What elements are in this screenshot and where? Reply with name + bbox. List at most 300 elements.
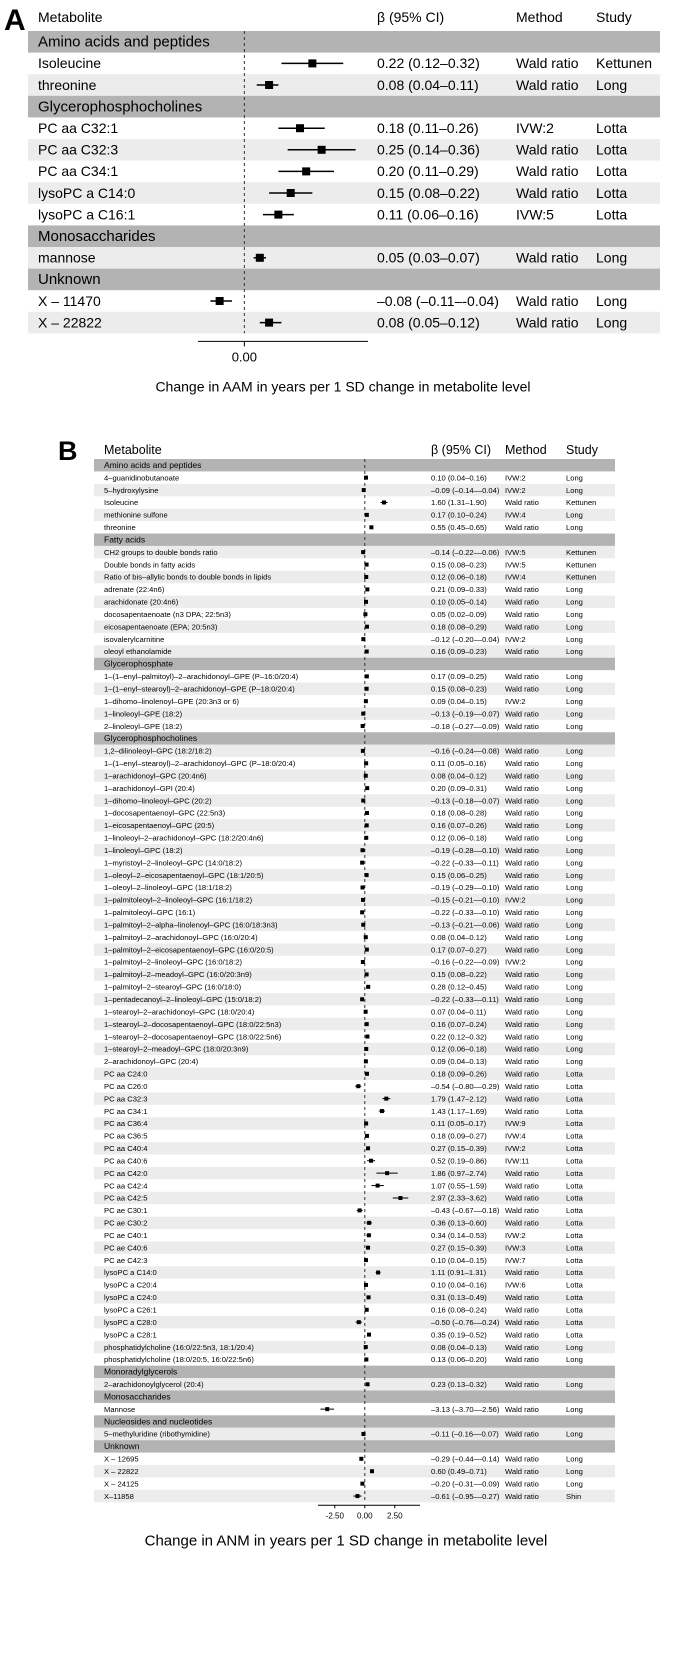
estimate-ci-label: 0.11 (0.06–0.16) <box>377 206 479 223</box>
point-estimate-marker <box>364 1121 368 1125</box>
estimate-ci-label: –0.08 (–0.11–-0.04) <box>377 292 499 309</box>
metabolite-label: PC aa C32:1 <box>38 119 119 136</box>
metabolite-label: PC aa C32:3 <box>104 1094 148 1104</box>
study-label: Long <box>596 76 628 93</box>
method-label: IVW:2 <box>505 473 526 483</box>
metabolite-label: 1–palmitoyl–2–stearoyl–GPC (16:0/18:0) <box>104 982 242 992</box>
method-label: Wald ratio <box>505 796 539 806</box>
method-label: Wald ratio <box>505 585 539 595</box>
method-label: Wald ratio <box>505 783 539 793</box>
study-label: Long <box>566 945 583 955</box>
method-label: Wald ratio <box>505 1007 539 1017</box>
estimate-ci-label: 1.79 (1.47–2.12) <box>431 1094 487 1104</box>
estimate-ci-label: 0.22 (0.12–0.32) <box>377 55 480 72</box>
study-label: Lotta <box>566 1094 583 1104</box>
metabolite-label: 1–palmitoyl–2–alpha–linolenoyl–GPC (16:0/18:3n3) <box>104 920 278 930</box>
method-label: Wald ratio <box>505 622 539 632</box>
method-label: IVW:11 <box>505 1156 530 1166</box>
metabolite-label: PC aa C34:1 <box>38 163 119 180</box>
point-estimate-marker <box>361 799 365 803</box>
metabolite-label: lysoPC a C26:1 <box>104 1305 157 1315</box>
estimate-ci-label: 0.27 (0.15–0.39) <box>431 1243 487 1253</box>
method-label: Wald ratio <box>505 970 539 980</box>
method-label: IVW:6 <box>505 1280 526 1290</box>
point-estimate-marker <box>384 1097 388 1101</box>
estimate-ci-label: 0.05 (0.02–0.09) <box>431 609 487 619</box>
metabolite-label: lysoPC a C24:0 <box>104 1293 157 1303</box>
point-estimate-marker <box>376 1271 380 1275</box>
metabolite-label: 1–pentadecanoyl–2–linoleoyl–GPC (15:0/18:2) <box>104 995 262 1005</box>
estimate-ci-label: –0.14 (–0.22––0.06) <box>431 547 500 557</box>
point-estimate-marker <box>325 1407 329 1411</box>
method-label: Wald ratio <box>505 1454 539 1464</box>
estimate-ci-label: 0.16 (0.07–0.24) <box>431 1019 487 1029</box>
metabolite-label: lysoPC a C28:0 <box>104 1317 157 1327</box>
study-label: Long <box>566 932 583 942</box>
header-metabolite: Metabolite <box>38 9 103 25</box>
point-estimate-marker <box>361 550 365 554</box>
estimate-ci-label: –0.19 (–0.28––0.10) <box>431 845 500 855</box>
x-axis-title: Change in ANM in years per 1 SD change in metabolite level <box>144 1532 548 1550</box>
estimate-ci-label: 0.11 (0.05–0.17) <box>431 1119 487 1129</box>
method-label: Wald ratio <box>505 647 539 657</box>
estimate-ci-label: 0.31 (0.13–0.49) <box>431 1293 487 1303</box>
metabolite-label: lysoPC a C16:1 <box>38 206 136 223</box>
point-estimate-marker <box>364 600 368 604</box>
point-estimate-marker <box>367 1233 371 1237</box>
study-label: Lotta <box>596 206 628 223</box>
point-estimate-marker <box>364 761 368 765</box>
method-label: Wald ratio <box>516 314 579 331</box>
point-estimate-marker <box>364 1010 368 1014</box>
method-label: Wald ratio <box>505 1032 539 1042</box>
point-estimate-marker <box>380 1109 384 1113</box>
metabolite-label: 1–linoleoyl–2–arachidonoyl–GPC (18:2/20:4n6) <box>104 833 264 843</box>
method-label: Wald ratio <box>505 1044 539 1054</box>
study-label: Long <box>566 634 583 644</box>
metabolite-label: 1–(1–enyl–stearoyl)–2–arachidonoyl–GPE (P–18:0/20:4) <box>104 684 295 694</box>
metabolite-label: CH2 groups to double bonds ratio <box>104 547 218 557</box>
study-label: Long <box>566 585 583 595</box>
estimate-ci-label: 0.18 (0.08–0.28) <box>431 808 487 818</box>
method-label: IVW:5 <box>505 547 526 557</box>
group-header-label: Glycerophosphate <box>104 658 173 669</box>
point-estimate-marker <box>361 885 365 889</box>
study-label: Lotta <box>596 184 628 201</box>
study-label: Long <box>566 1342 583 1352</box>
point-estimate-marker <box>367 1221 371 1225</box>
study-label: Long <box>566 1466 583 1476</box>
metabolite-label: lysoPC a C14:0 <box>38 184 136 201</box>
study-label: Long <box>566 485 583 495</box>
point-estimate-marker <box>265 81 273 89</box>
estimate-ci-label: –0.09 (–0.14––0.04) <box>431 485 500 495</box>
study-label: Lotta <box>566 1144 583 1154</box>
metabolite-label: X – 22822 <box>38 314 102 331</box>
metabolite-label: 1–stearoyl–2–arachidonoyl–GPC (18:0/20:4) <box>104 1007 255 1017</box>
estimate-ci-label: 0.27 (0.15–0.39) <box>431 1144 487 1154</box>
metabolite-label: 1–linoleoyl–GPC (18:2) <box>104 845 183 855</box>
point-estimate-marker <box>366 1382 370 1386</box>
estimate-ci-label: –0.50 (–0.76––0.24) <box>431 1317 500 1327</box>
point-estimate-marker <box>355 1494 359 1498</box>
study-label: Lotta <box>566 1305 583 1315</box>
metabolite-label: 1–palmitoyl–2–linoleoyl–GPC (16:0/18:2) <box>104 957 243 967</box>
estimate-ci-label: 0.10 (0.04–0.16) <box>431 1280 487 1290</box>
estimate-ci-label: 0.60 (0.49–0.71) <box>431 1466 487 1476</box>
point-estimate-marker <box>318 146 326 154</box>
estimate-ci-label: 0.16 (0.08–0.24) <box>431 1305 487 1315</box>
metabolite-label: 1–palmitoleoyl–GPC (16:1) <box>104 908 196 918</box>
point-estimate-marker <box>365 625 369 629</box>
point-estimate-marker <box>367 1295 371 1299</box>
point-estimate-marker <box>369 525 373 529</box>
estimate-ci-label: 0.08 (0.05–0.12) <box>377 314 480 331</box>
method-label: Wald ratio <box>505 721 539 731</box>
point-estimate-marker <box>367 1333 371 1337</box>
study-label: Long <box>566 771 583 781</box>
point-estimate-marker <box>365 513 369 517</box>
estimate-ci-label: 0.12 (0.06–0.18) <box>431 1044 487 1054</box>
study-label: Long <box>566 721 583 731</box>
metabolite-label: isovalerylcarnitine <box>104 634 165 644</box>
group-header-band <box>94 1391 615 1403</box>
method-label: Wald ratio <box>505 1305 539 1315</box>
study-label: Lotta <box>566 1280 583 1290</box>
metabolite-label: 1–eicosapentaenoyl–GPC (20:5) <box>104 821 215 831</box>
method-label: Wald ratio <box>505 597 539 607</box>
row-stripe <box>94 484 615 496</box>
estimate-ci-label: –0.54 (–0.80––0.29) <box>431 1081 500 1091</box>
method-label: Wald ratio <box>505 1479 539 1489</box>
metabolite-label: 1–stearoyl–2–docosapentaenoyl–GPC (18:0/22:5n3) <box>104 1019 282 1029</box>
estimate-ci-label: –0.11 (–0.16––0.07) <box>431 1429 499 1439</box>
study-label: Lotta <box>566 1293 583 1303</box>
estimate-ci-label: –0.22 (–0.33––0.10) <box>431 908 500 918</box>
estimate-ci-label: –0.15 (–0.21––0.10) <box>431 895 500 905</box>
study-label: Long <box>566 510 583 520</box>
point-estimate-marker <box>366 1146 370 1150</box>
header-study: Study <box>566 443 598 457</box>
study-label: Lotta <box>566 1069 583 1079</box>
study-label: Lotta <box>566 1181 583 1191</box>
study-label: Long <box>566 783 583 793</box>
estimate-ci-label: 0.08 (0.04–0.12) <box>431 932 487 942</box>
header-estimate: β (95% CI) <box>377 9 445 25</box>
method-label: Wald ratio <box>505 672 539 682</box>
point-estimate-marker <box>365 823 369 827</box>
header-method: Method <box>516 9 563 25</box>
estimate-ci-label: 0.25 (0.14–0.36) <box>377 141 480 158</box>
point-estimate-marker <box>361 749 365 753</box>
metabolite-label: PC aa C40:4 <box>104 1144 148 1154</box>
study-label: Kettunen <box>596 55 653 72</box>
point-estimate-marker <box>360 1482 364 1486</box>
estimate-ci-label: 0.55 (0.45–0.65) <box>431 523 487 533</box>
method-label: Wald ratio <box>505 821 539 831</box>
study-label: Long <box>566 833 583 843</box>
estimate-ci-label: 0.12 (0.06–0.18) <box>431 572 487 582</box>
method-label: IVW:3 <box>505 1243 526 1253</box>
method-label: IVW:7 <box>505 1255 526 1265</box>
forest-plot-b <box>0 440 696 1656</box>
study-label: Long <box>566 858 583 868</box>
point-estimate-marker <box>376 1184 380 1188</box>
point-estimate-marker <box>361 848 365 852</box>
point-estimate-marker <box>365 811 369 815</box>
metabolite-label: Isoleucine <box>38 55 102 72</box>
study-label: Long <box>566 957 583 967</box>
point-estimate-marker <box>364 774 368 778</box>
study-label: Lotta <box>566 1243 583 1253</box>
group-header-label: Amino acids and peptides <box>38 33 210 51</box>
point-estimate-marker <box>360 997 364 1001</box>
estimate-ci-label: 0.10 (0.05–0.14) <box>431 597 487 607</box>
study-label: Lotta <box>566 1206 583 1216</box>
row-stripe <box>94 1142 615 1154</box>
estimate-ci-label: –0.12 (–0.20––0.04) <box>431 634 500 644</box>
estimate-ci-label: –0.13 (–0.18––0.07) <box>431 796 500 806</box>
point-estimate-marker <box>287 189 295 197</box>
method-label: Wald ratio <box>505 1057 539 1067</box>
method-label: Wald ratio <box>505 1193 539 1203</box>
method-label: Wald ratio <box>505 858 539 868</box>
study-label: Kettunen <box>566 498 597 508</box>
point-estimate-marker <box>361 923 365 927</box>
estimate-ci-label: 0.05 (0.03–0.07) <box>377 249 480 266</box>
metabolite-label: threonine <box>38 76 97 93</box>
metabolite-label: PC aa C32:3 <box>38 141 119 158</box>
point-estimate-marker <box>357 1320 361 1324</box>
method-label: Wald ratio <box>516 249 579 266</box>
point-estimate-marker <box>365 786 369 790</box>
metabolite-label: 1–docosapentaenoyl–GPC (22:5n3) <box>104 808 226 818</box>
method-label: Wald ratio <box>505 1168 539 1178</box>
group-header-label: Unknown <box>38 271 101 289</box>
metabolite-label: 1–stearoyl–2–docosapentaenoyl–GPC (18:0/22:5n6) <box>104 1032 282 1042</box>
method-label: IVW:4 <box>505 572 526 582</box>
method-label: Wald ratio <box>516 184 579 201</box>
study-label: Long <box>566 1355 583 1365</box>
estimate-ci-label: 0.18 (0.09–0.26) <box>431 1069 487 1079</box>
study-label: Long <box>566 821 583 831</box>
study-label: Long <box>566 746 583 756</box>
method-label: IVW:4 <box>505 1131 526 1141</box>
metabolite-label: X – 22822 <box>104 1466 139 1476</box>
header-method: Method <box>505 443 547 457</box>
estimate-ci-label: 0.07 (0.04–0.11) <box>431 1007 487 1017</box>
study-label: Long <box>566 796 583 806</box>
point-estimate-marker <box>361 724 365 728</box>
study-label: Long <box>566 1057 583 1067</box>
study-label: Long <box>566 523 583 533</box>
method-label: Wald ratio <box>505 1342 539 1352</box>
method-label: IVW:2 <box>505 1230 526 1240</box>
point-estimate-marker <box>365 563 369 567</box>
study-label: Shin <box>566 1491 582 1501</box>
study-label: Long <box>566 1454 583 1464</box>
metabolite-label: 1,2–dilinoleoyl–GPC (18:2/18:2) <box>104 746 212 756</box>
point-estimate-marker <box>365 1035 369 1039</box>
point-estimate-marker <box>366 985 370 989</box>
metabolite-label: lysoPC a C20:4 <box>104 1280 157 1290</box>
estimate-ci-label: 0.17 (0.09–0.25) <box>431 672 487 682</box>
method-label: Wald ratio <box>505 1317 539 1327</box>
method-label: Wald ratio <box>505 1380 539 1390</box>
study-label: Long <box>566 597 583 607</box>
method-label: Wald ratio <box>505 1293 539 1303</box>
estimate-ci-label: –0.18 (–0.27––0.09) <box>431 721 500 731</box>
method-label: IVW:2 <box>505 1144 526 1154</box>
x-axis-title: Change in AAM in years per 1 SD change in metabolite level <box>155 378 531 395</box>
study-label: Long <box>566 1479 583 1489</box>
method-label: Wald ratio <box>505 870 539 880</box>
method-label: IVW:2 <box>516 119 554 136</box>
study-label: Lotta <box>566 1193 583 1203</box>
point-estimate-marker <box>364 935 368 939</box>
method-label: Wald ratio <box>516 55 579 72</box>
method-label: IVW:2 <box>505 634 526 644</box>
metabolite-label: PC ae C40:6 <box>104 1243 148 1253</box>
study-label: Long <box>566 1404 583 1414</box>
group-header-label: Amino acids and peptides <box>104 459 202 470</box>
point-estimate-marker <box>359 1457 363 1461</box>
point-estimate-marker <box>296 124 304 132</box>
point-estimate-marker <box>365 948 369 952</box>
metabolite-label: eicosapentaenoate (EPA; 20:5n3) <box>104 622 218 632</box>
metabolite-label: 1–(1–enyl–palmitoyl)–2–arachidonoyl–GPE (P–16:0/20:4) <box>104 672 299 682</box>
study-label: Long <box>596 314 628 331</box>
point-estimate-marker <box>364 1357 368 1361</box>
estimate-ci-label: 0.09 (0.04–0.13) <box>431 1057 487 1067</box>
study-label: Long <box>566 1032 583 1042</box>
study-label: Lotta <box>596 163 628 180</box>
estimate-ci-label: –0.13 (–0.21––0.06) <box>431 920 500 930</box>
estimate-ci-label: –3.13 (–3.70––2.56) <box>431 1404 500 1414</box>
metabolite-label: arachidonate (20:4n6) <box>104 597 179 607</box>
panel-label: B <box>58 440 78 466</box>
study-label: Lotta <box>566 1268 583 1278</box>
method-label: Wald ratio <box>505 1268 539 1278</box>
point-estimate-marker <box>365 1022 369 1026</box>
metabolite-label: phosphatidylcholine (18:0/20:5, 16:0/22:5n6) <box>104 1355 254 1365</box>
study-label: Long <box>566 684 583 694</box>
estimate-ci-label: –0.16 (–0.22––0.09) <box>431 957 500 967</box>
estimate-ci-label: 0.15 (0.06–0.25) <box>431 870 487 880</box>
group-header-label: Monosaccharides <box>104 1391 171 1402</box>
method-label: Wald ratio <box>505 1218 539 1228</box>
study-label: Long <box>596 292 628 309</box>
metabolite-label: lysoPC a C14:0 <box>104 1268 157 1278</box>
metabolite-label: X – 12695 <box>104 1454 139 1464</box>
metabolite-label: X – 11470 <box>38 292 101 309</box>
method-label: Wald ratio <box>505 1019 539 1029</box>
study-label: Long <box>566 622 583 632</box>
study-label: Lotta <box>566 1317 583 1327</box>
metabolite-label: phosphatidylcholine (16:0/22:5n3, 18:1/20:4) <box>104 1342 254 1352</box>
method-label: Wald ratio <box>505 920 539 930</box>
point-estimate-marker <box>364 836 368 840</box>
point-estimate-marker <box>358 1208 362 1212</box>
metabolite-label: 1–(1–enyl–stearoyl)–2–arachidonoyl–GPC (P–18:0/20:4) <box>104 759 296 769</box>
metabolite-label: 1–arachidonoyl–GPC (20:4n6) <box>104 771 207 781</box>
study-label: Long <box>566 808 583 818</box>
metabolite-label: Isoleucine <box>104 498 139 508</box>
group-header-label: Nucleosides and nucleotides <box>104 1416 213 1427</box>
estimate-ci-label: 0.10 (0.04–0.16) <box>431 473 487 483</box>
point-estimate-marker <box>382 500 386 504</box>
method-label: Wald ratio <box>505 883 539 893</box>
point-estimate-marker <box>364 575 368 579</box>
row-stripe <box>94 1117 615 1129</box>
group-header-label: Glycerophosphocholines <box>104 733 198 744</box>
point-estimate-marker <box>370 1469 374 1473</box>
estimate-ci-label: 0.35 (0.19–0.52) <box>431 1330 487 1340</box>
metabolite-label: 2–linoleoyl–GPE (18:2) <box>104 721 183 731</box>
method-label: IVW:2 <box>505 696 526 706</box>
point-estimate-marker <box>216 297 224 305</box>
metabolite-label: Double bonds in fatty acids <box>104 560 196 570</box>
study-label: Long <box>566 696 583 706</box>
method-label: IVW:2 <box>505 957 526 967</box>
point-estimate-marker <box>385 1171 389 1175</box>
study-label: Long <box>566 1429 583 1439</box>
method-label: IVW:4 <box>505 510 526 520</box>
point-estimate-marker <box>365 1134 369 1138</box>
x-tick-label: -2.50 <box>325 1511 344 1521</box>
estimate-ci-label: 0.34 (0.14–0.53) <box>431 1230 487 1240</box>
study-label: Long <box>566 672 583 682</box>
metabolite-label: Mannose <box>104 1404 136 1414</box>
point-estimate-marker <box>364 699 368 703</box>
point-estimate-marker <box>364 476 368 480</box>
method-label: Wald ratio <box>505 845 539 855</box>
method-label: Wald ratio <box>505 1429 539 1439</box>
point-estimate-marker <box>274 211 282 219</box>
estimate-ci-label: 0.18 (0.09–0.27) <box>431 1131 487 1141</box>
estimate-ci-label: 0.15 (0.08–0.23) <box>431 560 487 570</box>
method-label: Wald ratio <box>505 498 539 508</box>
estimate-ci-label: 0.13 (0.06–0.20) <box>431 1355 487 1365</box>
study-label: Lotta <box>566 1119 583 1129</box>
metabolite-label: PC aa C40:6 <box>104 1156 148 1166</box>
estimate-ci-label: –0.20 (–0.31––0.09) <box>431 1479 500 1489</box>
study-label: Lotta <box>566 1255 583 1265</box>
study-label: Lotta <box>566 1156 583 1166</box>
point-estimate-marker <box>361 898 365 902</box>
header-study: Study <box>596 9 632 25</box>
point-estimate-marker <box>366 1246 370 1250</box>
metabolite-label: 1–arachidonoyl–GPI (20:4) <box>104 783 195 793</box>
metabolite-label: 2–arachidonoylglycerol (20:4) <box>104 1380 204 1390</box>
metabolite-label: PC aa C24:0 <box>104 1069 148 1079</box>
method-label: Wald ratio <box>505 1404 539 1414</box>
study-label: Kettunen <box>566 547 597 557</box>
study-label: Long <box>566 870 583 880</box>
study-label: Lotta <box>566 1081 583 1091</box>
x-tick-label: 0.00 <box>357 1511 373 1521</box>
estimate-ci-label: –0.22 (–0.33––0.11) <box>431 858 499 868</box>
point-estimate-marker <box>360 910 364 914</box>
estimate-ci-label: –0.16 (–0.24––0.08) <box>431 746 500 756</box>
metabolite-label: PC aa C34:1 <box>104 1106 148 1116</box>
study-label: Long <box>566 982 583 992</box>
estimate-ci-label: 0.18 (0.08–0.29) <box>431 622 487 632</box>
metabolite-label: X – 24125 <box>104 1479 139 1489</box>
group-header-label: Fatty acids <box>104 534 146 545</box>
estimate-ci-label: –0.29 (–0.44––0.14) <box>431 1454 500 1464</box>
metabolite-label: 1–linoleoyl–GPE (18:2) <box>104 709 183 719</box>
